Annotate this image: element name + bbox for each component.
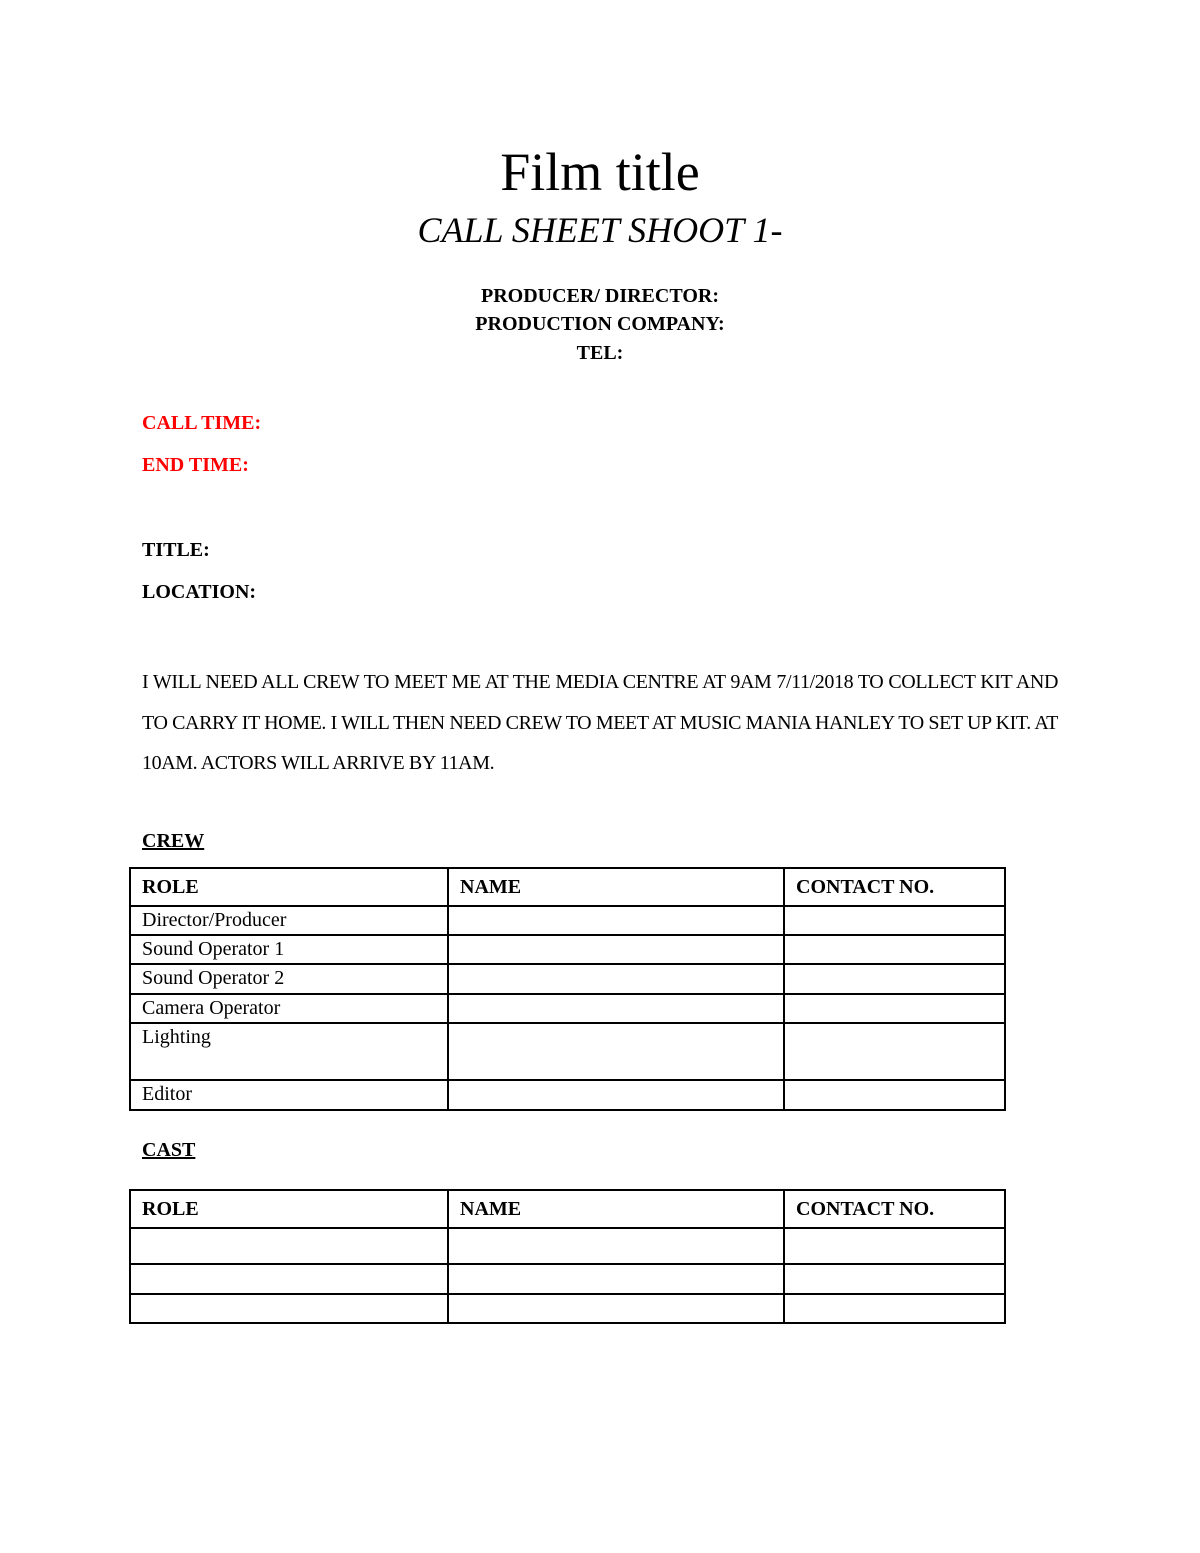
end-time-label: END TIME:: [142, 454, 249, 476]
crew-role-cell: Director/Producer: [130, 906, 448, 935]
crew-name-cell[interactable]: [448, 935, 784, 964]
cast-col-name: NAME: [448, 1190, 784, 1228]
call-sheet-heading: CALL SHEET SHOOT 1-: [417, 210, 783, 250]
title-label: TITLE:: [142, 539, 210, 561]
crew-contact-cell[interactable]: [784, 994, 1005, 1023]
table-row: [130, 1294, 1005, 1323]
location-label: LOCATION:: [142, 581, 257, 603]
crew-contact-cell[interactable]: [784, 935, 1005, 964]
cast-table: [129, 1189, 1006, 1324]
crew-contact-cell[interactable]: [784, 906, 1005, 935]
crew-role-cell: Lighting: [130, 1023, 448, 1080]
producer-director-label: PRODUCER/ DIRECTOR:: [481, 285, 719, 307]
cast-contact-cell[interactable]: [784, 1294, 1005, 1323]
table-row: [130, 1264, 1005, 1294]
crew-name-cell[interactable]: [448, 994, 784, 1023]
tel-label: TEL:: [576, 342, 624, 364]
cast-heading: CAST: [142, 1139, 196, 1161]
crew-name-cell[interactable]: [448, 964, 784, 994]
crew-role-cell: Sound Operator 1: [130, 935, 448, 964]
crew-instructions: I WILL NEED ALL CREW TO MEET ME AT THE MEDIA CENTRE AT 9AM 7/11/2018 TO COLLECT KIT AND TO CARRY IT HOME. I WILL THEN NEED CREW TO MEET AT MUSIC MANIA HANLEY TO SET UP KIT. AT 10AM. ACTORS WILL ARRIVE BY 11AM.: [142, 671, 1058, 774]
table-row: [130, 1228, 1005, 1264]
cast-name-cell[interactable]: [448, 1294, 784, 1323]
call-time-label: CALL TIME:: [142, 412, 262, 434]
crew-col-role: ROLE: [130, 868, 448, 906]
crew-contact-cell[interactable]: [784, 1023, 1005, 1080]
crew-table: [129, 867, 1006, 1111]
cast-name-cell[interactable]: [448, 1264, 784, 1294]
cast-contact-cell[interactable]: [784, 1264, 1005, 1294]
table-row: [130, 935, 1005, 964]
crew-name-cell[interactable]: [448, 906, 784, 935]
crew-role-cell: Camera Operator: [130, 994, 448, 1023]
table-row: [130, 964, 1005, 994]
crew-col-contact: CONTACT NO.: [784, 868, 1005, 906]
cast-name-cell[interactable]: [448, 1228, 784, 1264]
table-row: [130, 906, 1005, 935]
cast-table-header: [130, 1190, 1005, 1228]
cast-col-role: ROLE: [130, 1190, 448, 1228]
crew-role-cell: Sound Operator 2: [130, 964, 448, 994]
film-title: Film title: [500, 142, 700, 202]
table-row: [130, 1080, 1005, 1110]
crew-contact-cell[interactable]: [784, 964, 1005, 994]
cast-role-cell[interactable]: [130, 1294, 448, 1323]
crew-table-header: [130, 868, 1005, 906]
table-row: [130, 994, 1005, 1023]
crew-name-cell[interactable]: [448, 1023, 784, 1080]
production-company-label: PRODUCTION COMPANY:: [475, 313, 725, 335]
cast-role-cell[interactable]: [130, 1264, 448, 1294]
crew-contact-cell[interactable]: [784, 1080, 1005, 1110]
cast-contact-cell[interactable]: [784, 1228, 1005, 1264]
crew-role-cell: Editor: [130, 1080, 448, 1110]
crew-col-name: NAME: [448, 868, 784, 906]
table-row: [130, 1023, 1005, 1080]
crew-name-cell[interactable]: [448, 1080, 784, 1110]
crew-heading: CREW: [142, 830, 205, 852]
cast-role-cell[interactable]: [130, 1228, 448, 1264]
cast-col-contact: CONTACT NO.: [784, 1190, 1005, 1228]
